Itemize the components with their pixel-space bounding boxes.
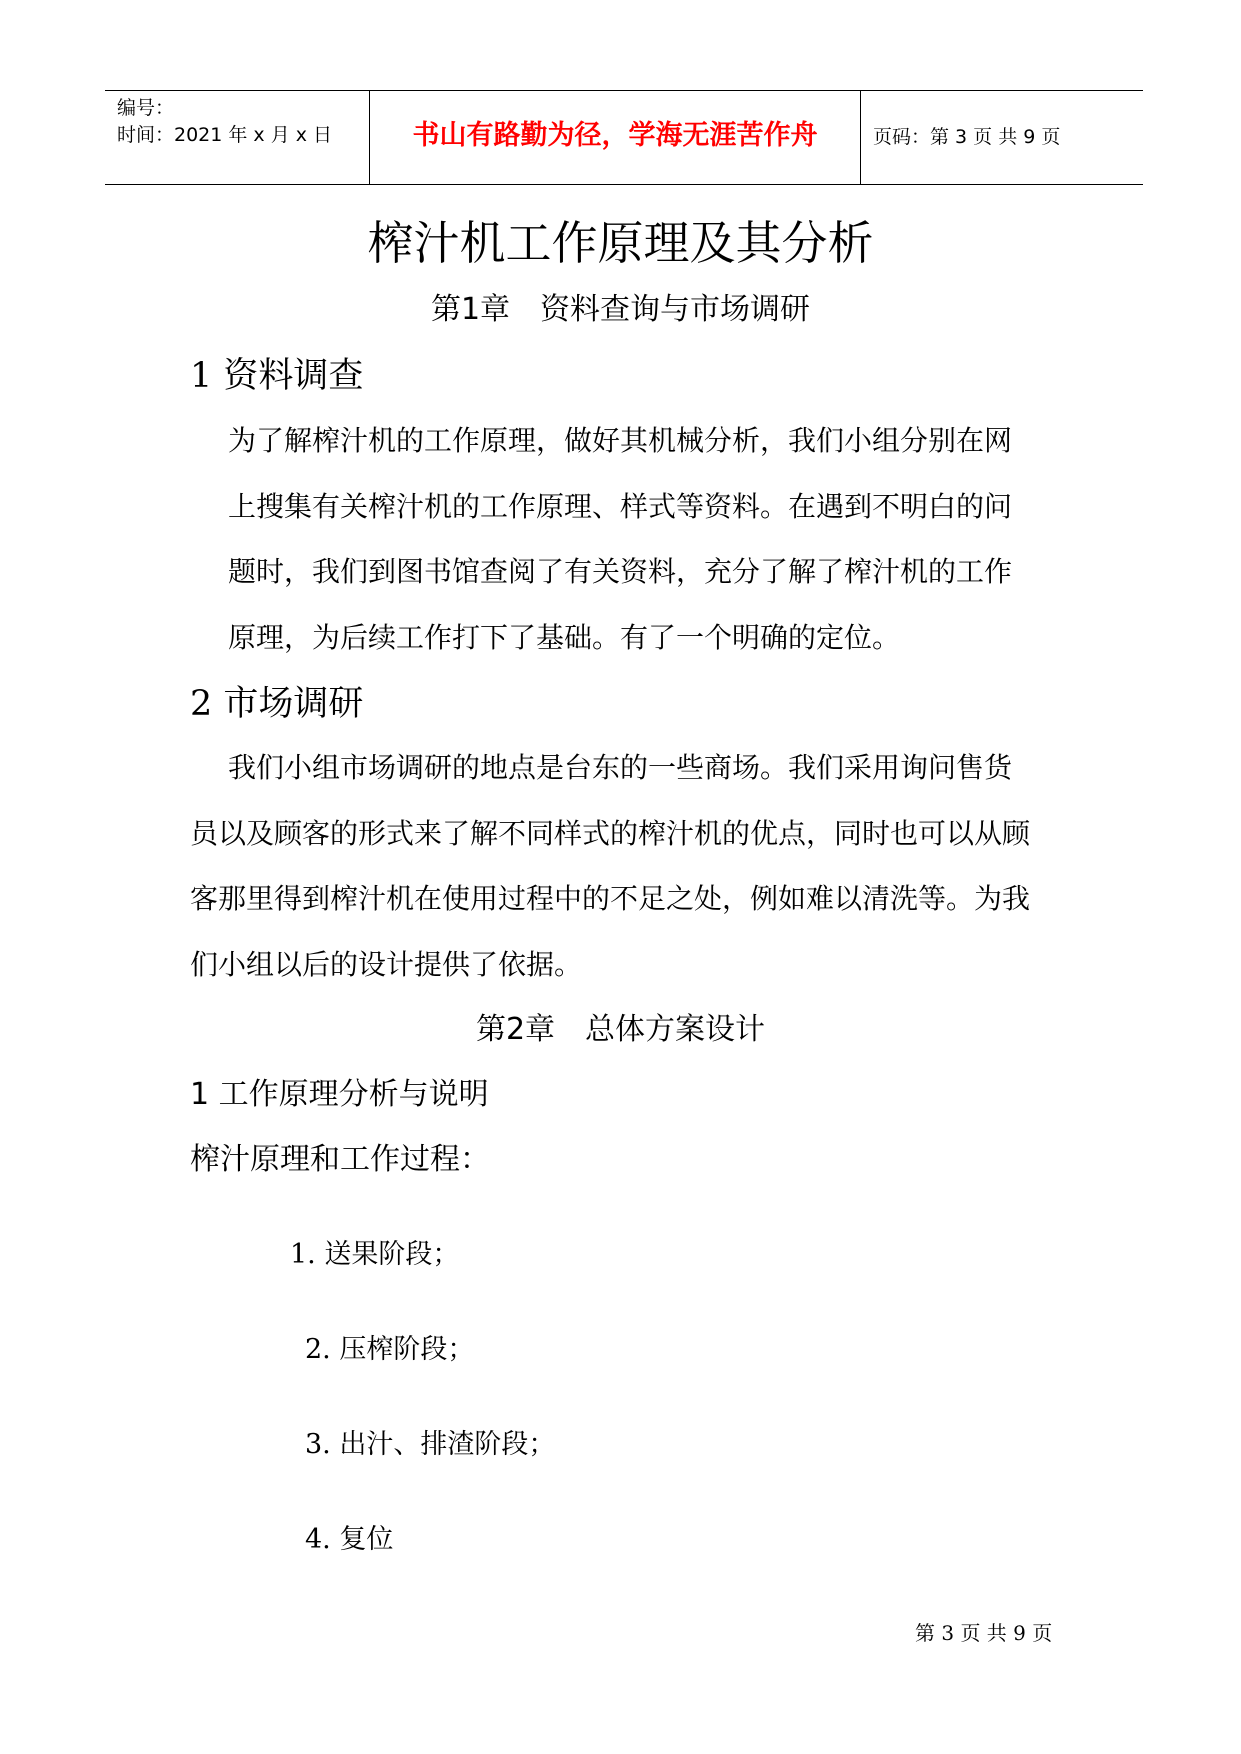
paragraph-line: 题时，我们到图书馆查阅了有关资料，充分了解了榨汁机的工作 bbox=[228, 555, 1013, 588]
step-item: 1. 送果阶段； bbox=[290, 1239, 460, 1270]
paragraph-line: 为了解榨汁机的工作原理，做好其机械分析，我们小组分别在网 bbox=[228, 424, 1013, 457]
step-item: 4. 复位 bbox=[305, 1524, 394, 1555]
chapter-2-number: 第2章 bbox=[475, 1012, 556, 1047]
header-motto: 书山有路勤为径，学海无涯苦作舟 bbox=[412, 120, 818, 151]
section-1-number: 1 bbox=[190, 356, 213, 396]
page-footer: 第 3 页 共 9 页 bbox=[915, 1621, 1053, 1645]
paragraph-line: 客那里得到榨汁机在使用过程中的不足之处，例如难以清洗等。为我 bbox=[190, 882, 1031, 915]
header-page-label: 页码：第 3 页 共 9 页 bbox=[873, 126, 1061, 148]
chapter-2-title: 总体方案设计 bbox=[585, 1012, 766, 1047]
header-table bbox=[105, 90, 1143, 185]
header-divider bbox=[860, 91, 861, 184]
header-time-label: 时间：2021 年 x 月 x 日 bbox=[117, 124, 333, 146]
section-2-number: 2 bbox=[190, 684, 213, 724]
section-2-paragraph bbox=[190, 735, 1060, 997]
paragraph-line: 原理，为后续工作打下了基础。有了一个明确的定位。 bbox=[228, 620, 901, 654]
paragraph-line: 们小组以后的设计提供了依据。 bbox=[190, 947, 583, 981]
section-1-title: 资料调查 bbox=[223, 356, 364, 396]
section-1-paragraph bbox=[190, 408, 1060, 670]
paragraph-line: 我们小组市场调研的地点是台东的一些商场。我们采用询问售货 bbox=[228, 751, 1013, 784]
chapter-1-title: 资料查询与市场调研 bbox=[540, 292, 811, 327]
subsection-2-heading: 榨汁原理和工作过程： bbox=[190, 1142, 490, 1177]
header-meta bbox=[117, 95, 332, 149]
step-item: 3. 出汁、排渣阶段； bbox=[305, 1429, 556, 1460]
header-divider bbox=[369, 91, 370, 184]
section-1-heading bbox=[190, 354, 363, 398]
chapter-1-number: 第1章 bbox=[430, 292, 511, 327]
paragraph-line: 员以及顾客的形式来了解不同样式的榨汁机的优点，同时也可以从顾 bbox=[190, 816, 1031, 850]
section-2-heading bbox=[190, 682, 363, 726]
document-title: 榨汁机工作原理及其分析 bbox=[367, 216, 874, 270]
paragraph-line: 上搜集有关榨汁机的工作原理、样式等资料。在遇到不明白的问 bbox=[228, 489, 1013, 523]
chapter-2-heading bbox=[0, 1010, 1241, 1050]
header-number-label: 编号： bbox=[117, 97, 175, 119]
subsection-1-heading: 1 工作原理分析与说明 bbox=[190, 1077, 489, 1112]
step-item: 2. 压榨阶段； bbox=[305, 1334, 475, 1365]
chapter-1-heading bbox=[0, 290, 1241, 330]
section-2-title: 市场调研 bbox=[223, 684, 364, 724]
